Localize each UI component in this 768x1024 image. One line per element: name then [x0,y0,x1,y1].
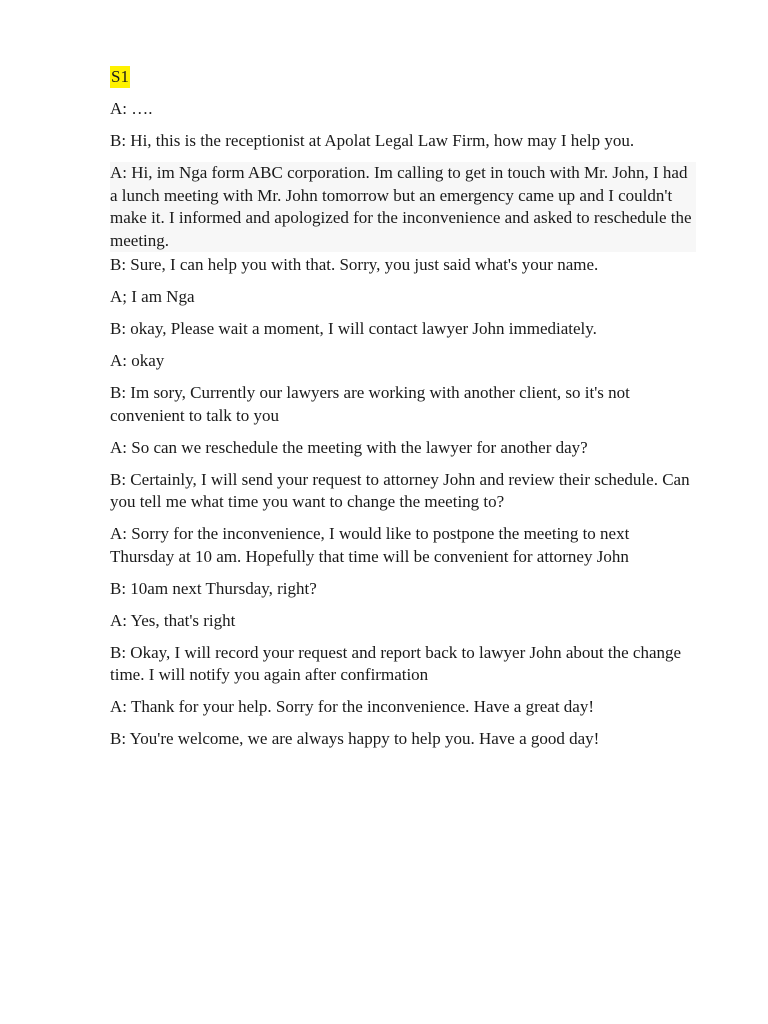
dialogue-line: B: Okay, I will record your request and report back to lawyer John about the change time. I will notify you again after confirmation [110,642,682,684]
dialogue-line: A: Sorry for the inconvenience, I would like to postpone the meeting to next Thursday at 10 am. Hopefully that time will be convenient for attorney John [110,524,630,566]
section-heading: S1 [111,67,129,86]
dialogue-line: A: okay [110,351,165,370]
document-page [110,66,696,760]
dialogue-line: B: Im sory, Currently our lawyers are working with another client, so it's not convenient to talk to you [110,383,630,425]
dialogue-line: A: Thank for your help. Sorry for the inconvenience. Have a great day! [110,697,595,716]
dialogue-line: A: So can we reschedule the meeting with the lawyer for another day? [110,437,588,457]
dialogue-line: B: Sure, I can help you with that. Sorry, you just said what's your name. [110,255,599,274]
dialogue-line: A; I am Nga [110,287,195,306]
dialogue-line: B: You're welcome, we are always happy to help you. Have a good day! [110,729,600,748]
dialogue-line: B: 10am next Thursday, right? [110,578,317,598]
dialogue-line: A: …. [110,99,153,118]
dialogue-line: B: okay, Please wait a moment, I will contact lawyer John immediately. [110,319,597,338]
dialogue-line: A: Yes, that's right [110,610,236,630]
dialogue-line: A: Hi, im Nga form ABC corporation. Im calling to get in touch with Mr. John, I had a lunch meeting with Mr. John tomorrow but an emergency came up and I couldn't make it. I informed and apologized for the inconvenience and asked to reschedule the meeting. [110,162,696,252]
dialogue-line: B: Certainly, I will send your request to attorney John and review their schedule. Can you tell me what time you want to change the meeting to? [110,469,690,511]
dialogue-body [110,98,696,751]
dialogue-line: B: Hi, this is the receptionist at Apolat Legal Law Firm, how may I help you. [110,131,635,150]
